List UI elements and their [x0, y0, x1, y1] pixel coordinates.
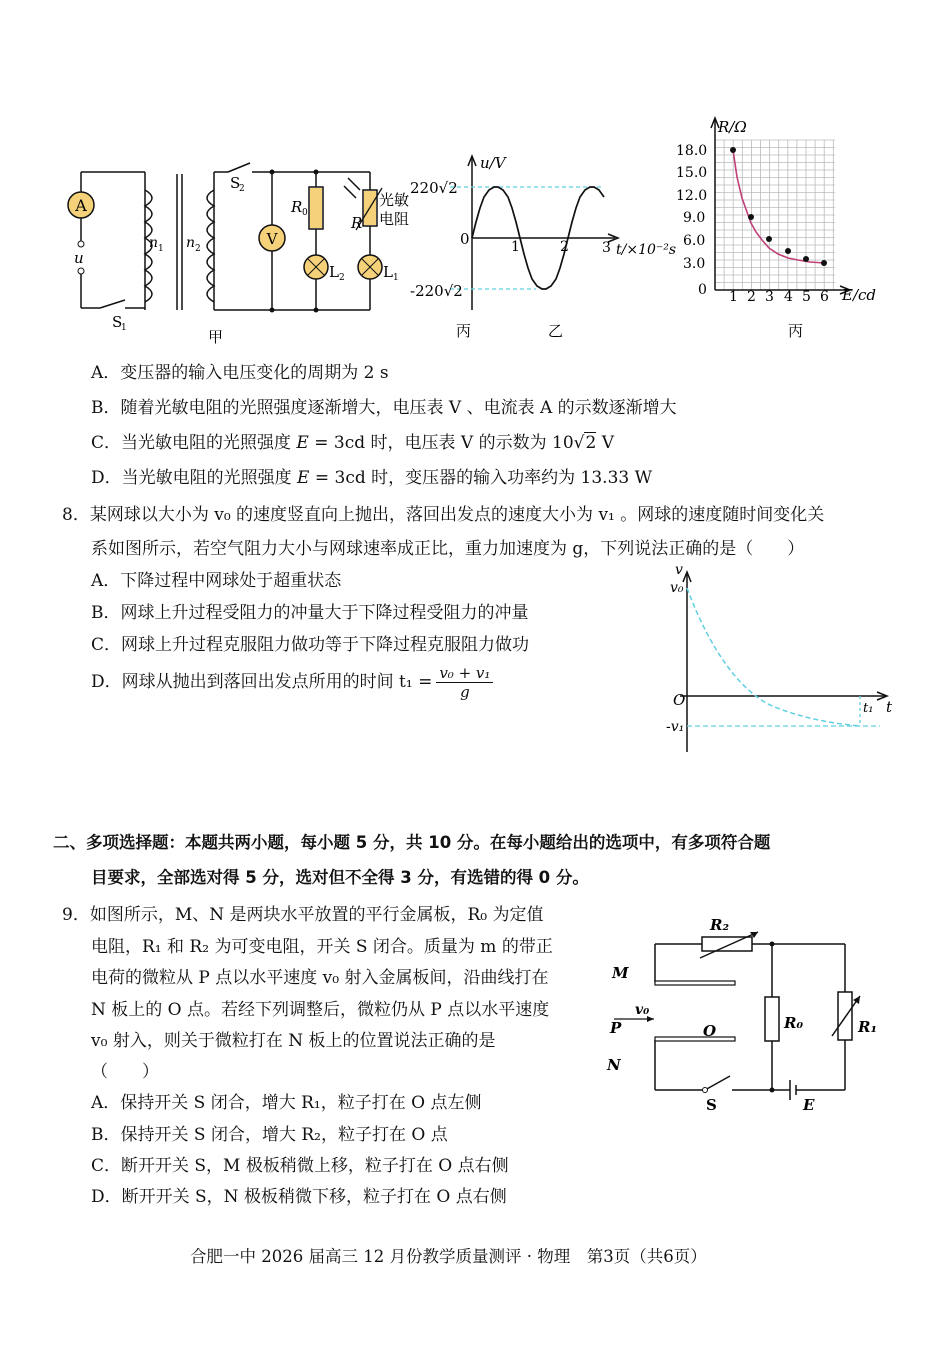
svg-text:v: v: [675, 562, 683, 578]
svg-text:2: 2: [195, 244, 201, 254]
q9-option-b: B．保持开关 S 闭合，增大 R₂，粒子打在 O 点: [91, 1125, 448, 1145]
svg-text:220√2: 220√2: [410, 179, 458, 197]
svg-text:O: O: [673, 691, 686, 709]
velocity-time-graph: [660, 560, 900, 760]
svg-text:L: L: [329, 263, 339, 281]
svg-text:2: 2: [339, 273, 345, 283]
svg-text:3: 3: [602, 240, 611, 256]
svg-text:u/V: u/V: [480, 154, 506, 172]
svg-text:9.0: 9.0: [683, 210, 706, 226]
svg-text:t₁: t₁: [863, 701, 874, 716]
q7-option-c: C．当光敏电阻的光照强度 E = 3cd 时，电压表 V 的示数为 10√2 V: [91, 433, 614, 453]
q8-stem-line1: 8．某网球以大小为 v₀ 的速度竖直向上抛出，落回出发点的速度大小为 v₁ 。网球的速度随时间变化关: [62, 505, 825, 525]
svg-text:1: 1: [158, 244, 164, 254]
svg-text:3: 3: [765, 289, 774, 305]
svg-text:n: n: [149, 235, 159, 251]
q8-option-b: B．网球上升过程受阻力的冲量大于下降过程受阻力的冲量: [91, 603, 529, 623]
q9-stem-line5: v₀ 射入，则关于微粒打在 N 板上的位置说法正确的是: [91, 1031, 496, 1051]
svg-text:A: A: [75, 196, 87, 215]
svg-text:E: E: [803, 1096, 815, 1114]
svg-text:O: O: [703, 1022, 717, 1040]
svg-text:2: 2: [560, 239, 569, 255]
svg-text:v₀: v₀: [670, 580, 684, 596]
q8-option-c: C．网球上升过程克服阻力做功等于下降过程克服阻力做功: [91, 635, 530, 655]
svg-text:4: 4: [784, 289, 793, 305]
transformer-circuit-figure: [60, 160, 410, 350]
svg-text:6: 6: [820, 289, 829, 305]
svg-text:18.0: 18.0: [676, 143, 708, 159]
q7-option-a: A．变压器的输入电压变化的周期为 2 s: [91, 363, 389, 383]
section2-heading-line2: 目要求，全部选对得 5 分，选对但不全得 3 分，有选错的得 0 分。: [91, 868, 589, 887]
q9-stem-line1: 9．如图所示，M、N 是两块水平放置的平行金属板，R₀ 为定值: [62, 905, 544, 925]
svg-text:t: t: [886, 698, 893, 716]
velocity-curve: [687, 588, 860, 726]
svg-text:2: 2: [747, 289, 756, 305]
svg-text:E/cd: E/cd: [842, 286, 877, 304]
svg-text:R/Ω: R/Ω: [718, 118, 747, 136]
svg-text:6.0: 6.0: [683, 233, 706, 249]
svg-text:1: 1: [729, 289, 738, 305]
svg-text:S: S: [230, 174, 241, 192]
q9-stem-line2: 电阻，R₁ 和 R₂ 为可变电阻，开关 S 闭合。质量为 m 的带正: [91, 937, 553, 957]
svg-text:15.0: 15.0: [676, 165, 708, 181]
svg-text:12.0: 12.0: [676, 188, 708, 204]
svg-text:R: R: [351, 214, 363, 232]
svg-text:甲: 甲: [208, 328, 224, 346]
svg-text:丙: 丙: [788, 322, 804, 340]
svg-text:1: 1: [511, 239, 520, 255]
svg-text:0: 0: [698, 282, 707, 298]
svg-text:3.0: 3.0: [683, 256, 706, 272]
svg-text:-v₁: -v₁: [666, 719, 685, 735]
page-footer: 合肥一中 2026 届高三 12 月份教学质量测评 · 物理 第3页（共6页）: [190, 1247, 707, 1266]
svg-text:0: 0: [302, 208, 308, 218]
svg-text:R₁: R₁: [858, 1018, 878, 1036]
svg-text:N: N: [607, 1056, 621, 1074]
svg-text:u: u: [74, 249, 84, 267]
q9-stem-line4: N 板上的 O 点。若经下列调整后，微粒仍从 P 点以水平速度: [91, 1000, 550, 1020]
svg-text:n: n: [186, 235, 196, 251]
svg-text:S: S: [706, 1096, 717, 1114]
svg-text:t/×10⁻²s: t/×10⁻²s: [616, 242, 677, 258]
lamp-l2-icon: [304, 255, 328, 279]
resistance-illuminance-graph: [670, 110, 900, 345]
svg-text:丙: 丙: [456, 322, 472, 340]
section2-heading-line1: 二、多项选择题：本题共两小题，每小题 5 分，共 10 分。在每小题给出的选项中，有多项符合题: [53, 833, 771, 852]
svg-text:v₀: v₀: [635, 1002, 650, 1018]
svg-text:-220√2: -220√2: [410, 282, 463, 300]
q8-option-d: D．网球从抛出到落回出发点所用的时间 t₁ = $\frac{\text{v₀ + v₁}}{g}$: [91, 664, 493, 701]
q9-option-a: A．保持开关 S 闭合，增大 R₁，粒子打在 O 点左侧: [91, 1093, 482, 1113]
svg-text:1: 1: [121, 323, 127, 333]
svg-text:R₀: R₀: [784, 1014, 804, 1032]
svg-text:0: 0: [460, 230, 470, 248]
capacitor-circuit-figure: [600, 910, 900, 1120]
svg-text:R: R: [291, 198, 303, 216]
q9-stem-line3: 电荷的微粒从 P 点以水平速度 v₀ 射入金属板间，沿曲线打在: [91, 968, 549, 988]
svg-text:V: V: [266, 230, 278, 248]
q9-option-d: D．断开开关 S，N 极板稍微下移，粒子打在 O 点右侧: [91, 1187, 507, 1207]
svg-text:2: 2: [239, 184, 245, 194]
svg-text:光敏: 光敏: [379, 191, 410, 209]
q9-option-c: C．断开开关 S，M 极板稍微上移，粒子打在 O 点右侧: [91, 1156, 509, 1176]
svg-text:R₂: R₂: [710, 916, 730, 934]
svg-text:P: P: [610, 1019, 622, 1037]
sine-wave-figure: [410, 150, 685, 345]
svg-text:S: S: [112, 313, 123, 331]
q7-option-b: B．随着光敏电阻的光照强度逐渐增大，电压表 V 、电流表 A 的示数逐渐增大: [91, 398, 677, 418]
svg-text:1: 1: [393, 273, 399, 283]
q8-option-a: A．下降过程中网球处于超重状态: [91, 571, 342, 591]
svg-text:L: L: [383, 263, 393, 281]
q9-stem-line6: （ ）: [91, 1062, 159, 1082]
svg-text:5: 5: [802, 289, 811, 305]
svg-text:乙: 乙: [548, 322, 564, 340]
lamp-l1-icon: [358, 255, 382, 279]
q8-stem-line2: 系如图所示，若空气阻力大小与网球速率成正比，重力加速度为 g，下列说法正确的是（ ）: [91, 539, 805, 559]
svg-text:电阻: 电阻: [379, 210, 410, 228]
q7-option-d: D．当光敏电阻的光照强度 E = 3cd 时，变压器的输入功率约为 13.33 W: [91, 468, 653, 488]
svg-text:M: M: [612, 964, 629, 982]
